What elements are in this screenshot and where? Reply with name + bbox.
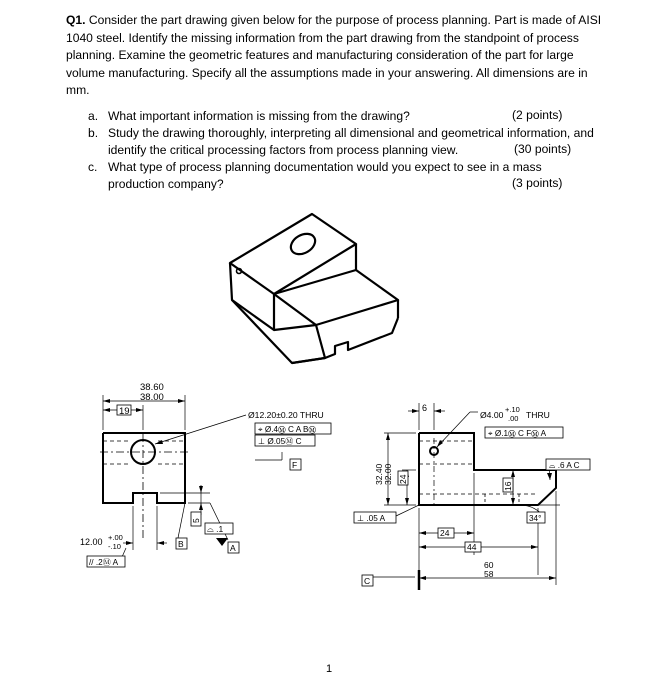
position-fcf: ⌖ Ø.4Ⓜ C A BⓂ (258, 425, 317, 434)
sub-question-b: b. Study the drawing thoroughly, interpreting all dimensional and geometrical information, and identify the critical processing factors from process planning view. (88, 126, 594, 157)
hole-callout: Ø12.20±0.20 THRU (248, 410, 324, 420)
profile-fcf: ⌓ .6 A C (549, 461, 580, 470)
small-hole-nominal: Ø4.00 (480, 410, 504, 420)
isometric-view (230, 214, 398, 363)
sub-question-a: a. What important information is missing from the drawing? (88, 109, 410, 123)
datum-b-label: B (178, 539, 184, 549)
small-hole-thru: THRU (526, 410, 550, 420)
sub-question-c: c. What type of process planning documentation would you expect to see in a mass production company? (88, 160, 542, 191)
points-b: (30 points) (510, 142, 571, 156)
slot-width-upper: +.00 (108, 533, 123, 542)
hole-position-dim: 19 (119, 406, 130, 417)
question-label: Q1. (66, 13, 86, 27)
width-upper: 38.60 (140, 382, 164, 393)
top-length-dim: 44 (467, 542, 477, 552)
side-view-annotations (354, 403, 590, 586)
parallelism-fcf: // .2Ⓜ A (89, 558, 119, 567)
points-a: (2 points) (512, 108, 563, 122)
datum-a-label: A (230, 543, 236, 553)
height-lower: 32.00 (383, 463, 393, 485)
slot-profile-fcf: ⌓ .1 (207, 524, 224, 534)
side-perp-fcf: ⊥ .05 A (357, 514, 386, 523)
step-height-dim: 24 (398, 474, 408, 484)
height-upper: 32.40 (374, 463, 384, 485)
slot-depth-dim: 5 (191, 518, 201, 523)
length-lower: 58 (484, 569, 494, 579)
small-hole-upper: +.10 (505, 405, 520, 414)
lower-height-dim: 16 (503, 481, 513, 491)
points-c: (3 points) (512, 176, 563, 190)
datum-f-label: F (292, 460, 298, 470)
step-length-dim: 24 (440, 528, 450, 538)
angle-dim: 34° (529, 514, 542, 523)
small-hole-lower: .00 (508, 414, 519, 423)
datum-c-label: C (364, 576, 371, 586)
front-view-annotations (80, 382, 331, 567)
page-number: 1 (326, 663, 333, 675)
small-hole-fcf: ⌖ Ø.1Ⓜ C FⓂ A (488, 429, 547, 438)
question-body: Consider the part drawing given below for the purpose of process planning. Part is made of AISI 1040 steel. Identify the missing information from the part drawing from the standpoint of process planning. Examine the geometric features and manufacturing consideration of the part for large volume manufacturing. Specify all the assumptions made in your answering. All dimensions are in mm. (66, 13, 602, 98)
slot-width-nominal: 12.00 (80, 537, 103, 547)
width-lower: 38.00 (140, 392, 164, 403)
slot-width-lower: -.10 (108, 542, 121, 551)
length-upper: 60 (484, 560, 494, 570)
hole-offset-dim: 6 (422, 403, 428, 413)
perpendicularity-fcf: ⊥ Ø.05Ⓜ C (258, 437, 302, 446)
